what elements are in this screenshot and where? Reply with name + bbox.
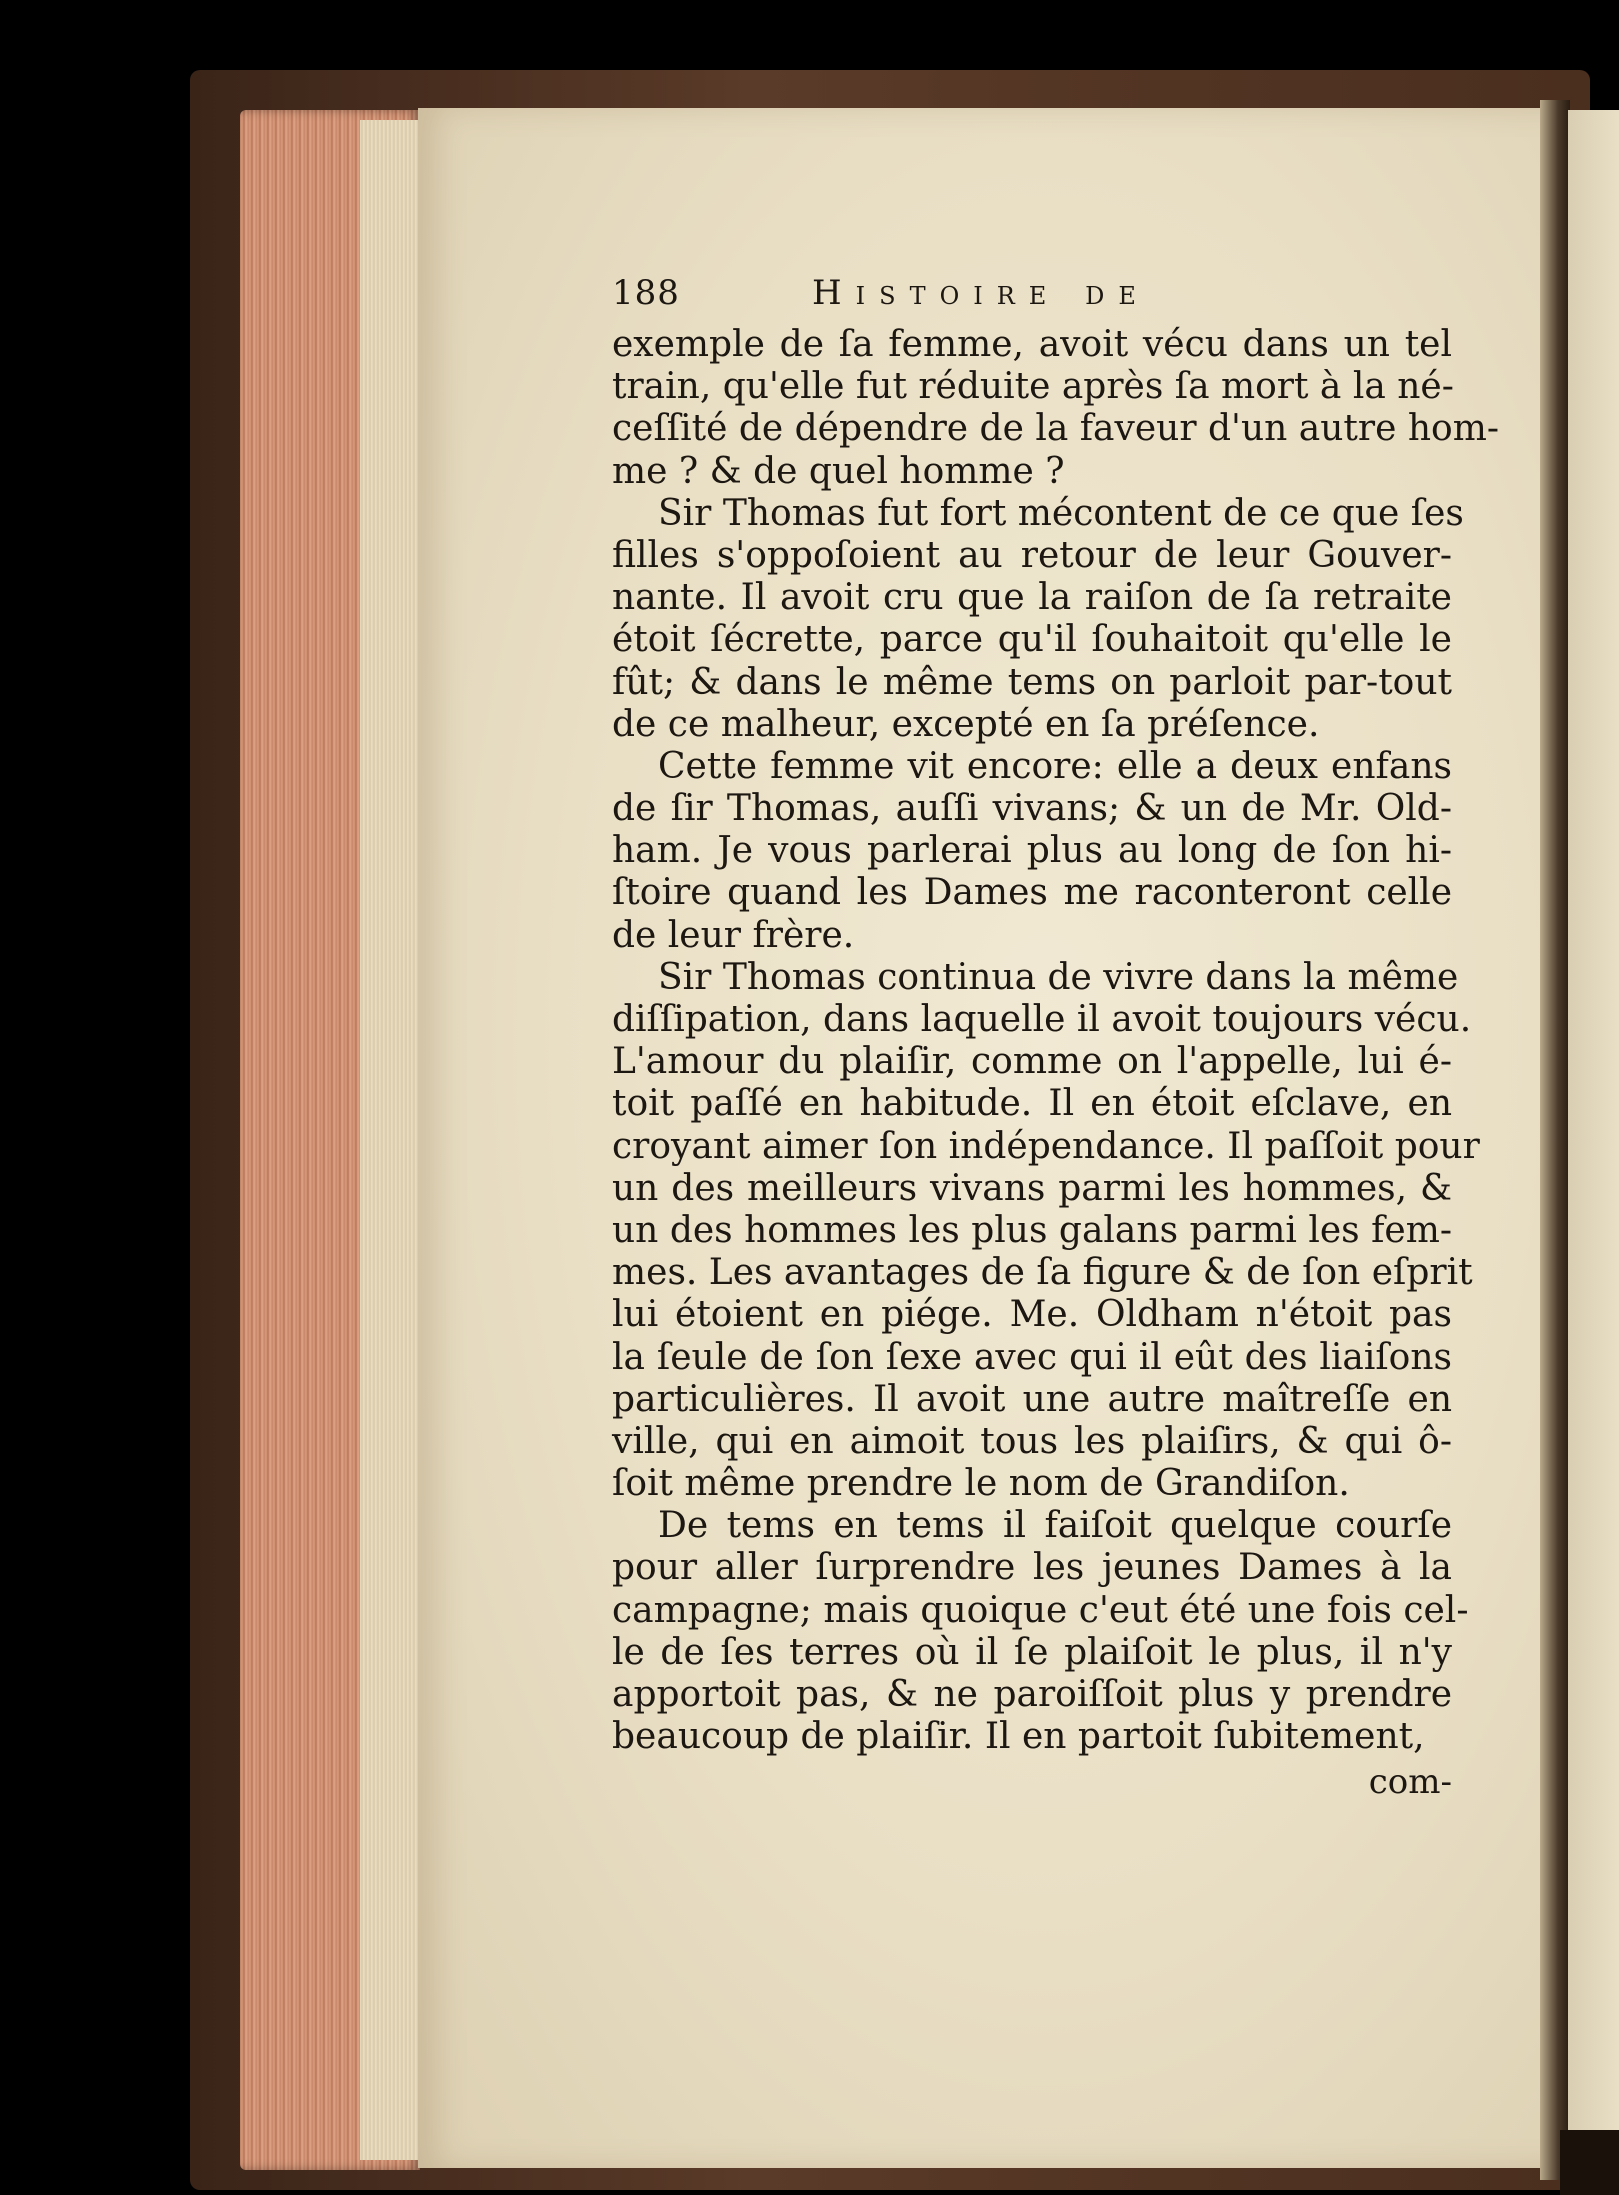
paragraph [612, 956, 1480, 1505]
catchword: com- [1368, 1762, 1452, 1803]
text-line: lui étoient en piége. Me. Oldham n'étoit pas [612, 1294, 1452, 1336]
paragraph [612, 492, 1464, 746]
text-block [612, 262, 1499, 1804]
text-line: nante. Il avoit cru que la raiſon de ſa retraite [612, 577, 1452, 619]
paragraph [612, 324, 1499, 493]
text-line: ſoit même prendre le nom de Grandiſon. [612, 1463, 1350, 1505]
text-line: ham. Je vous parlerai plus au long de ſon hi- [612, 830, 1452, 872]
text-line: ceſſité de dépendre de la faveur d'un autre hom- [612, 408, 1499, 450]
text-line: train, qu'elle fut réduite après ſa mort à la né- [612, 366, 1454, 408]
page-number: 188 [612, 273, 680, 313]
text-line: toit paſſé en habitude. Il en étoit eſclave, en [612, 1083, 1452, 1125]
text-line: fût; & dans le même tems on parloit par-tout [612, 661, 1452, 703]
page-edges-inner [360, 120, 420, 2160]
text-line: mes. Les avantages de ſa figure & de ſon eſprit [612, 1252, 1473, 1294]
text-line: campagne; mais quoique c'eut été une fois cel- [612, 1589, 1469, 1631]
text-line: diſſipation, dans laquelle il avoit toujours vécu. [612, 999, 1472, 1040]
text-line: beaucoup de plaiſir. Il en partoit ſubitement, [612, 1716, 1425, 1758]
facing-page-edge [1568, 110, 1619, 2150]
text-line: ville, qui en aimoit tous les plaiſirs, & qui ô- [612, 1420, 1452, 1462]
text-line: Sir Thomas fut fort mécontent de ce que ſes [658, 492, 1464, 534]
text-line: de ſir Thomas, auſſi vivans; & un de Mr. Old- [612, 788, 1452, 830]
text-line: Cette femme vit encore: elle a deux enfans [658, 745, 1452, 787]
text-line: filles s'oppoſoient au retour de leur Gouver- [612, 534, 1452, 576]
running-head-title: Histoire de [812, 273, 1150, 313]
text-line: de leur frère. [612, 914, 855, 956]
book-gutter [1540, 100, 1570, 2180]
text-line: me ? & de quel homme ? [612, 450, 1065, 492]
paragraph [612, 746, 1452, 957]
text-line: le de ſes terres où il ſe plaiſoit le plus, il n'y [612, 1631, 1452, 1673]
text-line: De tems en tems il faiſoit quelque courſe [658, 1505, 1452, 1547]
paragraph [612, 1505, 1469, 1758]
text-line: croyant aimer ſon indépendance. Il paſſoit pour [612, 1125, 1480, 1167]
text-line: la ſeule de ſon ſexe avec qui il eût des liaiſons [612, 1336, 1452, 1378]
text-line: un des meilleurs vivans parmi les hommes, & [612, 1167, 1452, 1209]
text-line: Sir Thomas continua de vivre dans la même [658, 956, 1459, 998]
text-line: ſtoire quand les Dames me raconteront celle [612, 872, 1452, 914]
text-line: étoit ſécrette, parce qu'il ſouhaitoit qu'elle le [612, 619, 1452, 661]
facing-page-shadow [1560, 2130, 1619, 2195]
body-text [612, 324, 1499, 1758]
text-line: apportoit pas, & ne paroiſſoit plus y prendre [612, 1674, 1452, 1715]
running-head [612, 262, 1452, 324]
text-line: exemple de ſa femme, avoit vécu dans un tel [612, 324, 1452, 365]
text-line: particulières. Il avoit une autre maîtreſſe en [612, 1378, 1452, 1420]
text-line: de ce malheur, excepté en ſa préſence. [612, 703, 1320, 745]
text-line: un des hommes les plus galans parmi les fem- [612, 1209, 1452, 1251]
text-line: L'amour du plaiſir, comme on l'appelle, lui é- [612, 1041, 1452, 1083]
text-line: pour aller ſurprendre les jeunes Dames à la [612, 1547, 1452, 1589]
